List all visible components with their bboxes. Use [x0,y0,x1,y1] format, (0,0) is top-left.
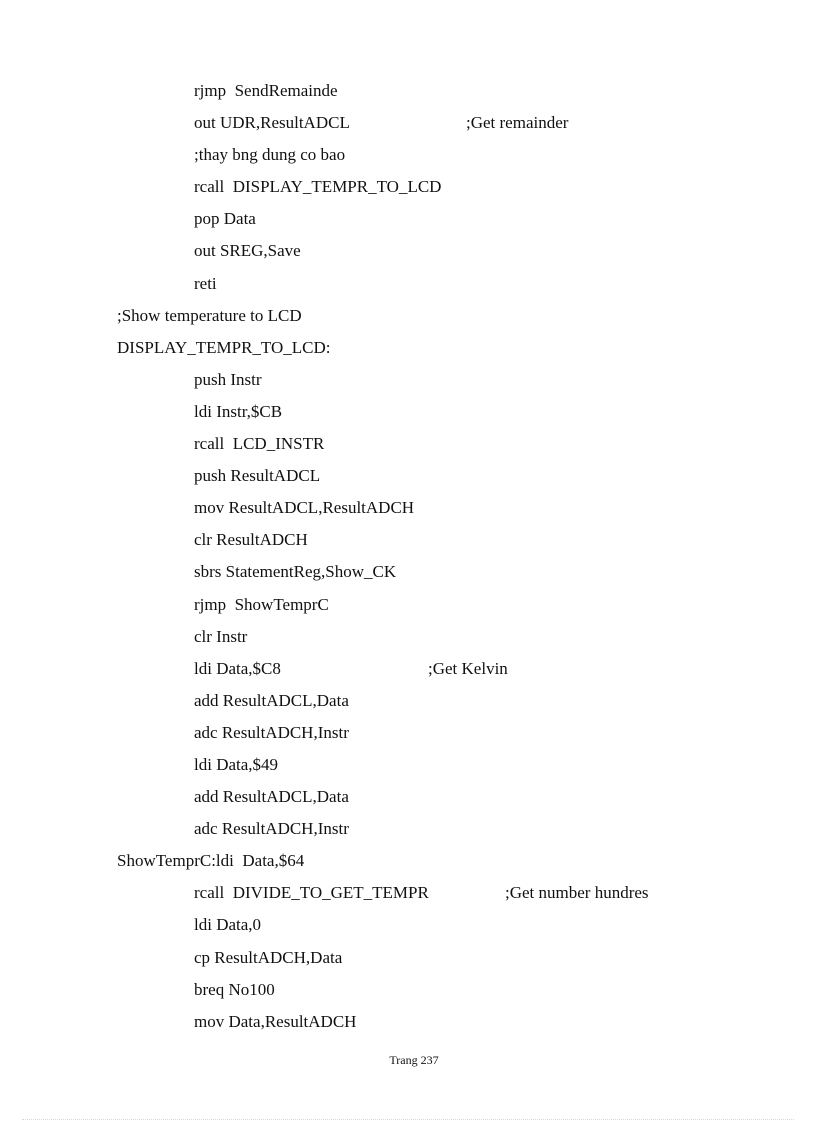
code-line [0,749,816,781]
code-line [0,524,816,556]
code-line [0,492,816,524]
code-line [0,877,816,909]
code-text: add ResultADCL,Data [194,787,349,807]
code-text: clr Instr [194,626,248,646]
code-line [0,300,816,332]
code-text: rcall DISPLAY_TEMPR_TO_LCD [194,177,442,197]
code-line [0,396,816,428]
code-comment: ;Get number hundres [505,883,649,903]
code-line [0,556,816,588]
code-line [0,781,816,813]
code-line [0,653,816,685]
code-line [0,428,816,460]
code-text: breq No100 [194,979,275,999]
code-text: adc ResultADCH,Instr [194,722,349,742]
code-text: clr ResultADCH [194,530,308,550]
code-text: push ResultADCL [194,466,321,486]
assembly-code-block [0,75,816,1038]
code-text: adc ResultADCH,Instr [194,819,349,839]
code-text: out UDR,ResultADCL [194,113,350,133]
page-bottom-divider [22,1119,794,1120]
code-line [0,1006,816,1038]
code-text: rjmp ShowTemprC [194,594,329,614]
routine-label: DISPLAY_TEMPR_TO_LCD: [117,337,331,357]
code-text: out SREG,Save [194,241,301,261]
code-text: add ResultADCL,Data [194,690,349,710]
code-text: ldi Data,$49 [194,754,279,774]
code-line [0,717,816,749]
code-comment: ;Get Kelvin [428,658,508,678]
code-line [0,589,816,621]
code-text: sbrs StatementReg,Show_CK [194,562,397,582]
page-number: Trang 237 [389,1053,439,1067]
code-text: rjmp SendRemainde [194,81,338,100]
code-line [0,974,816,1006]
code-text: rcall DIVIDE_TO_GET_TEMPR [194,883,429,903]
code-line [0,75,816,107]
code-line [0,460,816,492]
code-line [0,909,816,941]
code-text: ldi Data,0 [194,915,262,935]
code-text: ;Show temperature to LCD [117,305,302,325]
code-line [0,235,816,267]
code-text: mov ResultADCL,ResultADCH [194,498,415,518]
code-text: reti [194,273,217,293]
code-line [0,685,816,717]
code-text: ;thay bng dung co bao [194,145,346,165]
code-text: ldi Instr,$CB [194,401,283,421]
code-text: ldi Data,$C8 [194,658,281,678]
code-text: rcall LCD_INSTR [194,434,325,454]
code-comment: ;Get remainder [466,113,569,133]
code-line [0,203,816,235]
code-text: mov Data,ResultADCH [194,1011,357,1031]
code-text: push Instr [194,369,262,389]
code-line [0,139,816,171]
code-line [0,268,816,300]
routine-label: ShowTemprC:ldi Data,$64 [117,851,305,871]
code-line [0,621,816,653]
code-line [0,171,816,203]
code-text: cp ResultADCH,Data [194,947,343,967]
code-line [0,813,816,845]
code-line [0,107,816,139]
code-text: pop Data [194,209,256,229]
code-line [0,332,816,364]
code-line [0,845,816,877]
code-line [0,942,816,974]
code-line [0,364,816,396]
